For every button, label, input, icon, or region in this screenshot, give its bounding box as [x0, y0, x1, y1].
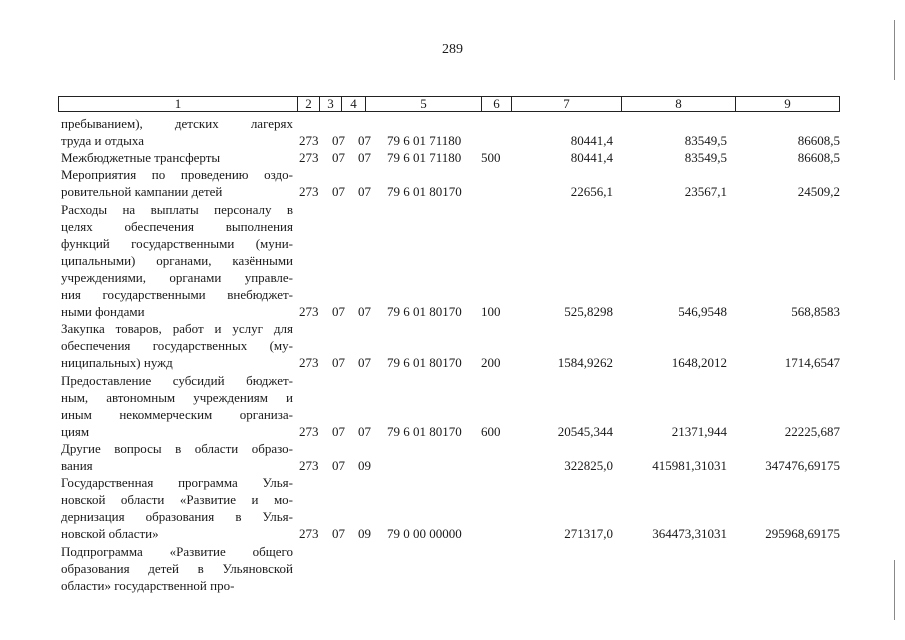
header-col-8: 8: [621, 97, 735, 111]
cell-c4: 07: [358, 304, 371, 320]
cell-c9: 1714,6547: [784, 355, 840, 371]
row-description-line: учреждениями, органами управле-: [61, 269, 293, 285]
cell-c9: 347476,69175: [765, 458, 840, 473]
cell-c3: 07: [332, 458, 345, 473]
cell-c8: 83549,5: [684, 150, 727, 166]
row-description-line: ниципальных) нужд: [61, 355, 173, 371]
row-description-line: целях обеспечения выполнения: [61, 218, 293, 234]
cell-c4: 07: [358, 133, 371, 149]
row-description-line: ным, автономным учреждениям и: [61, 389, 293, 405]
cell-c7: 525,8298: [564, 304, 613, 320]
cell-c2: 273: [299, 458, 319, 473]
row-description-line: циям: [61, 423, 90, 439]
row-description-line: Мероприятия по проведению оздо-: [61, 167, 293, 183]
cell-c6: 600: [481, 423, 501, 439]
row-description-line: ния государственными внебюджет-: [61, 287, 293, 302]
cell-c4: 07: [358, 184, 371, 200]
cell-c3: 07: [332, 184, 345, 200]
cell-c8: 21371,944: [671, 423, 727, 439]
cell-c9: 86608,5: [797, 150, 840, 166]
cell-c2: 273: [299, 133, 319, 149]
margin-mark: [894, 20, 895, 80]
cell-c8: 546,9548: [678, 304, 727, 320]
cell-c4: 07: [358, 355, 371, 371]
row-description-line: обеспечения государственных (му-: [61, 338, 293, 354]
header-col-4: 4: [341, 97, 365, 111]
header-col-9: 9: [735, 97, 839, 111]
row-description-line: Предоставление субсидий бюджет-: [61, 372, 293, 388]
cell-c5: 79 0 00 00000: [387, 526, 462, 542]
row-description-line: ципальными) органами, казёнными: [61, 252, 293, 268]
row-description-line: области» государственной про-: [61, 577, 235, 593]
header-col-2: 2: [297, 97, 319, 111]
row-description-line: образования детей в Ульяновской: [61, 560, 293, 576]
cell-c9: 22225,687: [784, 423, 840, 439]
row-description-line: Подпрограмма «Развитие общего: [61, 543, 293, 559]
cell-c3: 07: [332, 150, 345, 166]
cell-c8: 1648,2012: [671, 355, 727, 371]
row-description-line: новской области «Развитие и мо-: [61, 492, 293, 508]
cell-c4: 09: [358, 458, 371, 473]
header-col-7: 7: [511, 97, 621, 111]
cell-c8: 83549,5: [684, 133, 727, 149]
cell-c9: 295968,69175: [765, 526, 840, 542]
row-description-line: Закупка товаров, работ и услуг для: [61, 321, 293, 337]
cell-c7: 80441,4: [570, 150, 613, 166]
cell-c4: 09: [358, 526, 371, 542]
row-description-line: иным некоммерческим организа-: [61, 406, 293, 422]
row-description-line: дернизация образования в Улья-: [61, 509, 293, 525]
row-description-line: Межбюджетные трансферты: [61, 150, 221, 166]
cell-c8: 415981,31031: [652, 458, 727, 473]
cell-c6: 200: [481, 355, 501, 371]
cell-c2: 273: [299, 355, 319, 371]
cell-c9: 86608,5: [797, 133, 840, 149]
cell-c5: 79 6 01 80170: [387, 423, 462, 439]
cell-c5: 79 6 01 80170: [387, 184, 462, 200]
row-description-line: функций государственными (муни-: [61, 235, 293, 251]
cell-c9: 24509,2: [797, 184, 840, 200]
header-col-5: 5: [365, 97, 481, 111]
cell-c7: 80441,4: [570, 133, 613, 149]
page-number: 289: [442, 42, 463, 57]
cell-c5: 79 6 01 71180: [387, 150, 462, 166]
table-header: [58, 96, 840, 112]
row-description-line: Другие вопросы в области образо-: [61, 440, 293, 456]
cell-c3: 07: [332, 133, 345, 149]
cell-c5: 79 6 01 71180: [387, 133, 462, 149]
cell-c8: 23567,1: [684, 184, 727, 200]
cell-c2: 273: [299, 184, 319, 200]
cell-c7: 1584,9262: [557, 355, 613, 371]
cell-c7: 271317,0: [564, 526, 613, 542]
row-description-line: ровительной кампании детей: [61, 184, 223, 200]
cell-c4: 07: [358, 150, 371, 166]
cell-c2: 273: [299, 526, 319, 542]
cell-c3: 07: [332, 355, 345, 371]
cell-c5: 79 6 01 80170: [387, 355, 462, 371]
cell-c3: 07: [332, 304, 345, 320]
row-description-line: труда и отдыха: [61, 133, 144, 149]
cell-c3: 07: [332, 526, 345, 542]
cell-c4: 07: [358, 423, 371, 439]
cell-c7: 22656,1: [570, 184, 613, 200]
cell-c6: 100: [481, 304, 501, 320]
row-description-line: новской области»: [61, 526, 159, 542]
row-description-line: вания: [61, 458, 93, 473]
cell-c2: 273: [299, 423, 319, 439]
cell-c2: 273: [299, 304, 319, 320]
header-col-3: 3: [319, 97, 341, 111]
row-description-line: пребыванием), детских лагерях: [61, 116, 293, 131]
margin-mark: [894, 560, 895, 620]
row-description-line: Расходы на выплаты персоналу в: [61, 201, 293, 217]
cell-c2: 273: [299, 150, 319, 166]
cell-c5: 79 6 01 80170: [387, 304, 462, 320]
cell-c7: 20545,344: [557, 423, 613, 439]
row-description-line: ными фондами: [61, 304, 145, 320]
cell-c3: 07: [332, 423, 345, 439]
cell-c8: 364473,31031: [652, 526, 727, 542]
header-col-6: 6: [481, 97, 511, 111]
cell-c9: 568,8583: [791, 304, 840, 320]
header-col-1: 1: [174, 96, 182, 111]
cell-c7: 322825,0: [564, 458, 613, 473]
cell-c6: 500: [481, 150, 501, 166]
row-description-line: Государственная программа Улья-: [61, 475, 293, 491]
